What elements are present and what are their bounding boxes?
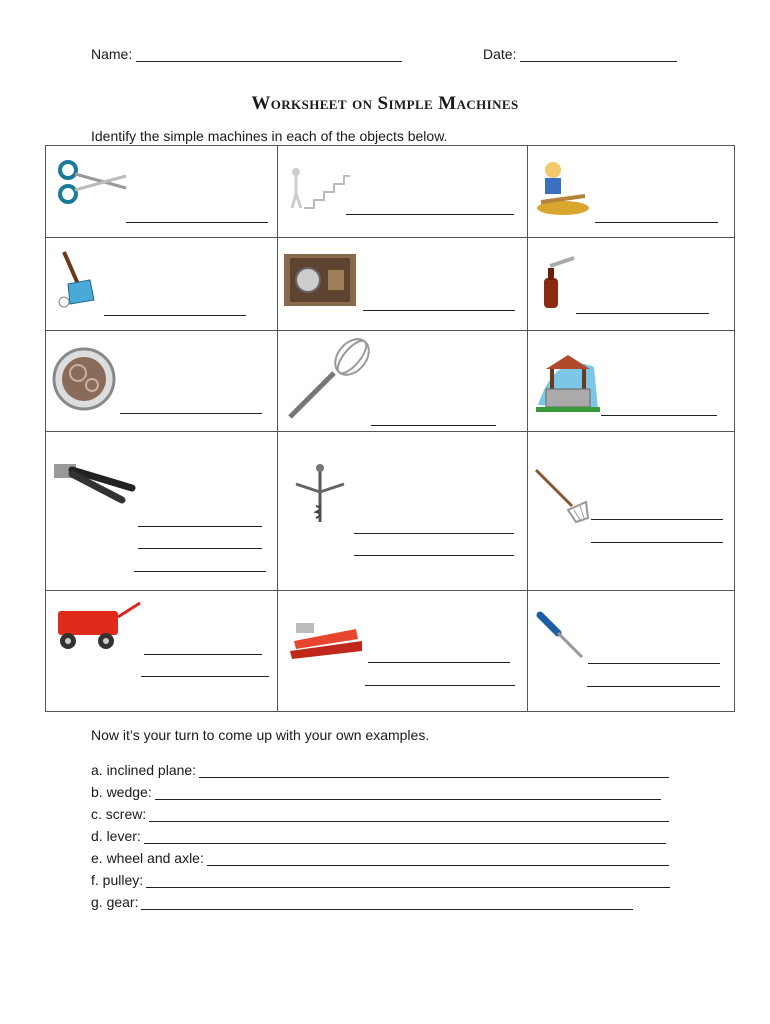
answer-line[interactable] <box>126 222 268 223</box>
answer-line[interactable] <box>595 222 718 223</box>
answer-line[interactable] <box>354 533 514 534</box>
grid-row <box>46 591 735 712</box>
grid-cell <box>528 591 735 712</box>
question-row <box>91 828 666 844</box>
screwdriver-icon <box>534 611 588 663</box>
name-field <box>91 46 402 62</box>
question-label: g. gear: <box>91 894 139 910</box>
grid-cell <box>46 146 278 238</box>
can-opener-icon <box>52 458 136 506</box>
instructions: Identify the simple machines in each of the objects below. <box>91 128 448 144</box>
answer-line[interactable] <box>104 315 246 316</box>
answer-line[interactable] <box>138 548 262 549</box>
answer-line[interactable] <box>587 686 720 687</box>
stairs-icon <box>284 164 354 212</box>
question-row <box>91 850 669 866</box>
grid-row <box>46 146 735 238</box>
answer-blank[interactable] <box>199 764 669 778</box>
wagon-icon <box>52 599 142 655</box>
date-label: Date: <box>483 46 517 62</box>
grid-cell <box>46 591 278 712</box>
grid-cell <box>278 146 528 238</box>
grid-cell <box>278 432 528 591</box>
answer-blank[interactable] <box>149 808 669 822</box>
answer-line[interactable] <box>591 542 723 543</box>
page-title: Worksheet on Simple Machines <box>251 93 519 114</box>
examples-prompt: Now it’s your turn to come up with your own examples. <box>91 727 430 743</box>
grid-cell <box>528 146 735 238</box>
grid-cell <box>46 432 278 591</box>
question-label: c. screw: <box>91 806 147 822</box>
machines-grid <box>45 145 735 712</box>
question-row <box>91 762 669 778</box>
grid-cell <box>528 238 735 331</box>
answer-line[interactable] <box>134 571 266 572</box>
clock-gears-icon <box>52 343 118 413</box>
answer-line[interactable] <box>365 685 515 686</box>
wishing-well-icon <box>536 345 600 413</box>
question-label: a. inclined plane: <box>91 762 197 778</box>
answer-line[interactable] <box>141 676 269 677</box>
answer-line[interactable] <box>346 214 514 215</box>
scissors-icon <box>54 158 129 208</box>
grid-row <box>46 331 735 432</box>
answer-blank[interactable] <box>146 874 670 888</box>
grid-cell <box>46 238 278 331</box>
grid-cell <box>528 432 735 591</box>
bottle-opener-icon <box>538 256 578 308</box>
answer-line[interactable] <box>144 654 262 655</box>
date-field <box>483 46 677 62</box>
question-row <box>91 872 670 888</box>
grid-cell <box>528 331 735 432</box>
answer-line[interactable] <box>371 425 496 426</box>
answer-line[interactable] <box>138 526 262 527</box>
answer-blank[interactable] <box>144 830 666 844</box>
corkscrew-icon <box>290 462 348 526</box>
grid-cell <box>278 591 528 712</box>
question-label: d. lever: <box>91 828 141 844</box>
broom-icon <box>54 250 102 312</box>
answer-line[interactable] <box>354 555 514 556</box>
grid-cell <box>46 331 278 432</box>
question-row <box>91 806 669 822</box>
answer-line[interactable] <box>368 662 510 663</box>
answer-blank[interactable] <box>141 896 633 910</box>
answer-line[interactable] <box>120 413 262 414</box>
date-blank[interactable] <box>520 47 677 62</box>
name-label: Name: <box>91 46 133 62</box>
question-label: f. pulley: <box>91 872 144 888</box>
answer-blank[interactable] <box>155 786 661 800</box>
question-label: e. wheel and axle: <box>91 850 204 866</box>
stapler-icon <box>286 611 366 661</box>
answer-line[interactable] <box>588 663 720 664</box>
question-label: b. wedge: <box>91 784 152 800</box>
answer-blank[interactable] <box>207 852 669 866</box>
door-handle-icon <box>284 254 356 306</box>
grid-row <box>46 238 735 331</box>
rake-icon <box>532 466 590 524</box>
answer-line[interactable] <box>576 313 709 314</box>
whisk-icon <box>284 337 376 421</box>
grid-cell <box>278 238 528 331</box>
seesaw-icon <box>533 158 593 220</box>
answer-line[interactable] <box>591 519 723 520</box>
answer-line[interactable] <box>363 310 515 311</box>
name-blank[interactable] <box>136 47 402 62</box>
answer-line[interactable] <box>601 415 717 416</box>
question-row <box>91 894 633 910</box>
question-row <box>91 784 661 800</box>
grid-row <box>46 432 735 591</box>
grid-cell <box>278 331 528 432</box>
